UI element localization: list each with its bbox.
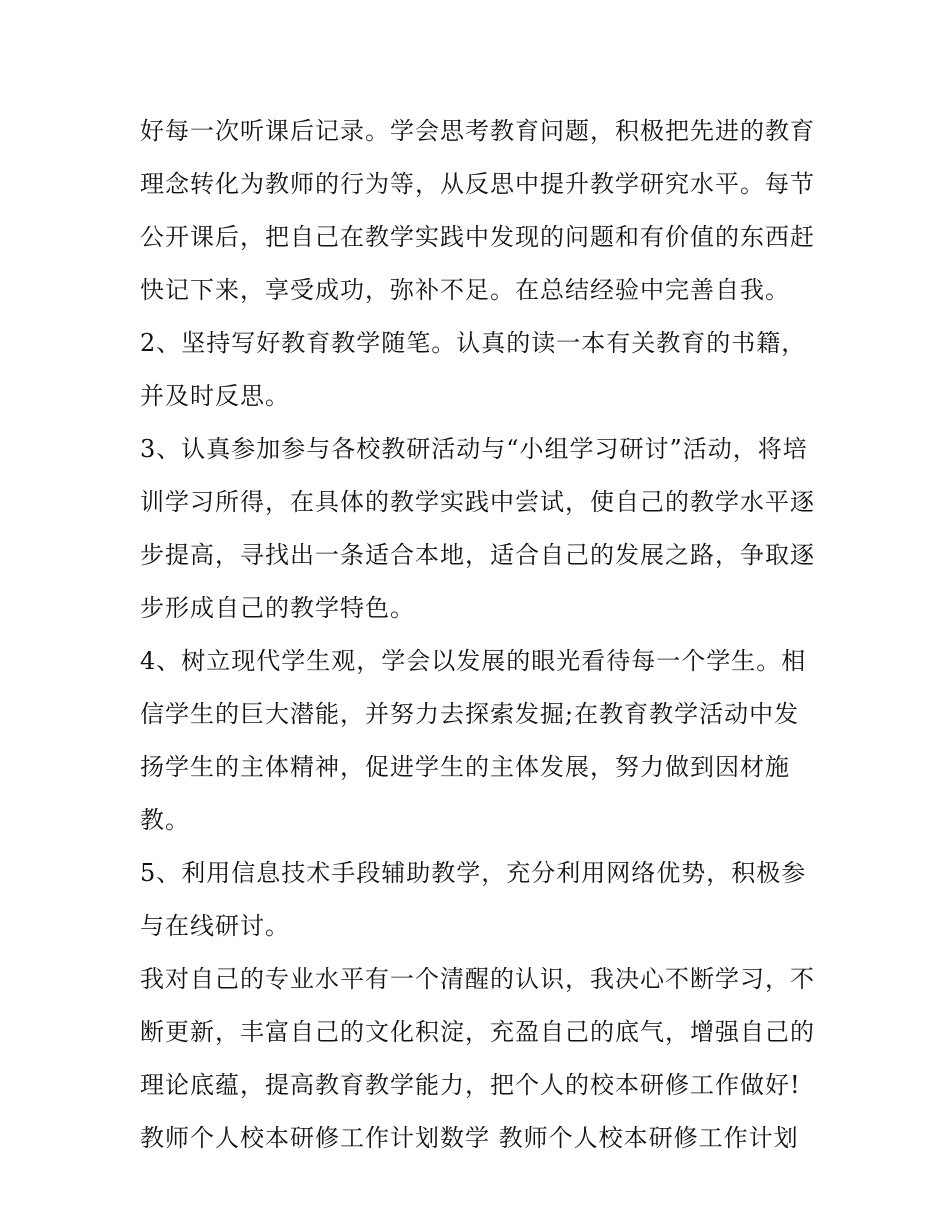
text-line: 训学习所得，在具体的教学实践中尝试，使自己的教学水平逐 xyxy=(140,488,815,516)
text-line: 理念转化为教师的行为等，从反思中提升教学研究水平。每节 xyxy=(140,170,815,198)
document-body xyxy=(140,105,820,1165)
text-line: 3、认真参加参与各校教研活动与“小组学习研讨”活动，将培 xyxy=(140,435,808,463)
text-line: 4、树立现代学生观，学会以发展的眼光看待每一个学生。相 xyxy=(140,647,807,675)
text-line: 步形成自己的教学特色。 xyxy=(140,594,415,622)
text-line: 好每一次听课后记录。学会思考教育问题，积极把先进的教育 xyxy=(140,117,815,145)
text-line: 教。 xyxy=(140,806,190,834)
text-line: 与在线研讨。 xyxy=(140,912,290,940)
text-line: 教师个人校本研修工作计划数学 教师个人校本研修工作计划 xyxy=(140,1124,799,1152)
text-line: 步提高，寻找出一条适合本地，适合自己的发展之路，争取逐 xyxy=(140,541,815,569)
text-line: 扬学生的主体精神，促进学生的主体发展，努力做到因材施 xyxy=(140,753,790,781)
text-line: 理论底蕴，提高教育教学能力，把个人的校本研修工作做好! xyxy=(140,1071,801,1099)
text-line: 信学生的巨大潜能，并努力去探索发掘;在教育教学活动中发 xyxy=(140,700,800,728)
text-line: 公开课后，把自己在教学实践中发现的问题和有价值的东西赶 xyxy=(140,223,815,251)
text-line: 5、利用信息技术手段辅助教学，充分利用网络优势，积极参 xyxy=(140,859,807,887)
text-line: 我对自己的专业水平有一个清醒的认识，我决心不断学习，不 xyxy=(140,965,815,993)
text-line: 断更新，丰富自己的文化积淀，充盈自己的底气，增强自己的 xyxy=(140,1018,815,1046)
text-line: 并及时反思。 xyxy=(140,382,290,410)
text-line: 快记下来，享受成功，弥补不足。在总结经验中完善自我。 xyxy=(140,276,790,304)
text-line: 2、坚持写好教育教学随笔。认真的读一本有关教育的书籍， xyxy=(140,329,807,357)
